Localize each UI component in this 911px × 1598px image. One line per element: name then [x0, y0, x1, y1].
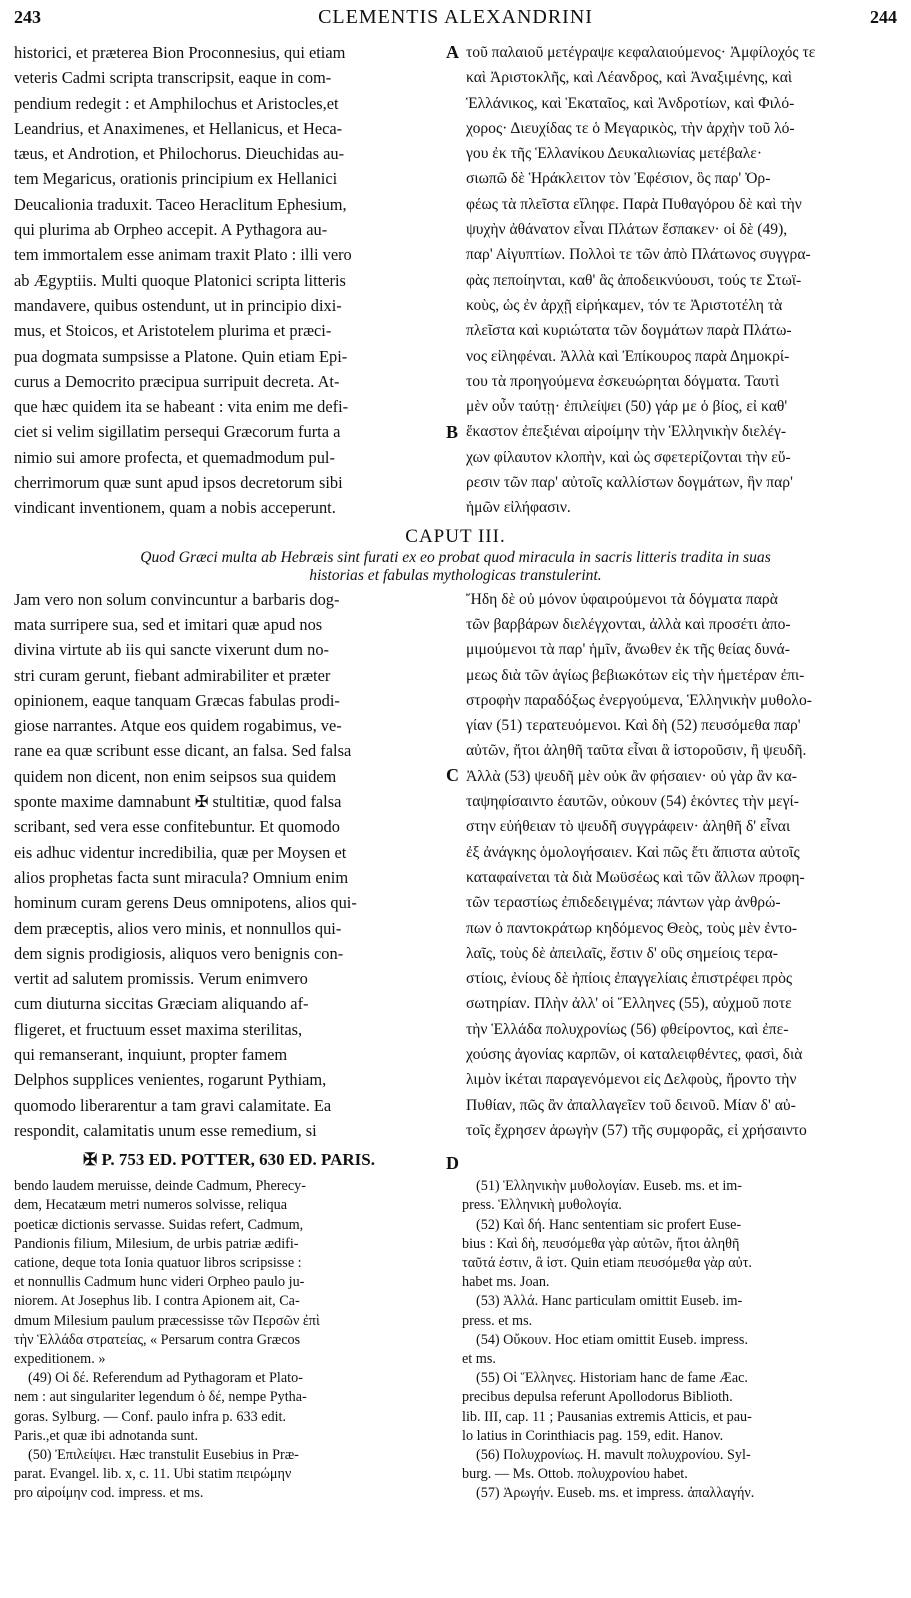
text-line: (51) Ἑλληνικὴν μυθολογίαν. Euseb. ms. et im-: [476, 1178, 743, 1195]
text-line: cum diuturna siccitas Græciam aliquando af-: [14, 994, 309, 1014]
marker-d: D: [446, 1153, 459, 1174]
text-line: (49) Οἱ δέ. Referendum ad Pythagoram et Plato-: [28, 1370, 303, 1387]
marker-a: A: [446, 42, 459, 62]
text-line: χων φίλαυτον κλοπὴν, καὶ ὡς σφετερίζονται τὴν εὕ-: [466, 448, 791, 466]
text-line: ciet si velim sigillatim persequi Græcorum furta a: [14, 422, 341, 442]
text-line: hominum curam gerens Deus omnipotens, alios qui-: [14, 893, 357, 913]
text-line: dem, Hecatæum metri numeros solvisse, reliqua: [14, 1197, 288, 1214]
text-line: stri curam gerunt, fiebant admirabiliter et præter: [14, 665, 331, 685]
text-line: scribant, sed vera esse confitebuntur. Et quomodo: [14, 817, 340, 837]
text-line: ab Ægyptiis. Multi quoque Platonici scripta litteris: [14, 270, 346, 290]
text-line: lo latius in Corinthiacis pag. 159, edit. Hanov.: [462, 1427, 724, 1444]
text-line: λαῖς, τοὺς δὲ ἀπειλαῖς, ἔστιν δ' οὓς σημείοις τερα-: [466, 944, 778, 962]
footnote-57: [462, 1484, 874, 1503]
text-line: στροφὴν παραδόξως ἐνεργούμενα, Ἑλληνικὴν μυθολο-: [466, 691, 812, 709]
text-line: sponte maxime damnabunt ✠ stultitiæ, quod falsa: [14, 792, 342, 812]
footnotes: [14, 1177, 897, 1503]
text-line: μὲν οὖν ταύτῃ· ἐπιλείψει (50) γάρ με ὁ βίος, εἰ καθ': [466, 398, 788, 416]
footnote-55: [462, 1369, 874, 1446]
text-line: parat. Evangel. lib. x, c. 11. Ubi statim πειρώμην: [14, 1466, 292, 1483]
text-line: ἐξ ἀνάγκης ὁμολογήσαιεν. Καὶ πῶς ἔτι ἄπιστα αὐτοῖς: [466, 843, 800, 861]
text-line: μεως διὰ τῶν ἁγίως βεβιωκότων εἰς τὴν ἡμετέραν ἐπι-: [466, 666, 805, 684]
potter-reference: ✠ P. 753 ED. POTTER, 630 ED. PARIS.: [83, 1150, 375, 1170]
text-line: ἡμῶν εἰλήφασιν.: [466, 499, 571, 517]
text-line: (53) Ἀλλά. Hanc particulam omittit Euseb. im-: [476, 1293, 743, 1310]
text-line: que hæc quidem ita se habeant : vita enim me defi-: [14, 397, 349, 417]
text-line: σωτηρίαν. Πλὴν ἀλλ' οἱ Ἕλληνες (55), αὐχμοῦ ποτε: [466, 995, 792, 1013]
text-line: dem signis prodigiosis, aliquos vero benignis con-: [14, 943, 344, 963]
potter-row: [14, 1143, 897, 1177]
text-line: πων ὁ παντοκράτωρ κηδόμενος Θεὸς, τοὺς μὲν ἐντο-: [466, 919, 798, 937]
text-line: στίοις, ἐνίους δὲ ἠπίοις ἐπαγγελίαις ἐπιστρέφει πρὸς: [466, 970, 793, 988]
text-line: τῶν τεραστίως ἐπιδεδειγμένα; πάντων γὰρ ἀνθρώ-: [466, 894, 781, 912]
margin-markers-top: [444, 40, 466, 521]
footnote-49: [14, 1369, 430, 1446]
text-line: Jam vero non solum convincuntur a barbaris dog-: [14, 589, 340, 609]
greek-column-top: [466, 40, 896, 521]
text-line: vertit ad salutem promissis. Verum enimvero: [14, 969, 308, 989]
running-head: [14, 6, 897, 40]
chapter-title: CAPUT III.: [405, 525, 506, 547]
footnotes-right: [444, 1177, 874, 1503]
text-line: πλεῖστα καὶ κυριώτατα τῶν δογμάτων παρὰ Πλάτω-: [466, 322, 792, 340]
text-line: fligeret, et fructuum esset maxima sterilitas,: [14, 1019, 303, 1039]
text-line: Ἑλλάνικος, καὶ Ἑκαταῖος, καὶ Ἀνδροτίων, καὶ Φιλό-: [466, 94, 795, 112]
footnote-56: [462, 1446, 874, 1484]
text-line: χούσης ἀγονίας καρπῶν, οἱ καταλειφθέντες, φασὶ, διὰ: [466, 1045, 803, 1063]
text-line: αὐτῶν, ἤτοι ἀληθῆ ταῦτα εἶναι ἃ ἱστοροῦσιν, ἢ ψευδῆ.: [466, 742, 807, 760]
text-line: λιμὸν ἱκέται παραγενόμενοι εἰς Δελφοὺς, ἤροντο τὴν: [466, 1071, 797, 1089]
text-line: Ἀλλὰ (53) ψευδῆ μὲν οὐκ ἂν φήσαιεν· οὐ γὰρ ἂν κα-: [466, 767, 797, 785]
text-line: quomodo liberarentur a tam gravi calamitate. Ea: [14, 1095, 332, 1115]
text-line: κοὺς, ὡς ἐν ἀρχῇ εἰρήκαμεν, τόν τε Ἀριστοτέλη τὰ: [466, 296, 783, 314]
chapter-summary: [14, 549, 897, 585]
text-line: burg. — Ms. Ottob. πολυχρονίου habet.: [462, 1466, 688, 1483]
text-line: (57) Ἀρωγήν. Euseb. ms. et impress. ἀπαλλαγήν.: [476, 1485, 755, 1502]
text-line: ταψηφίσαιντο ἑαυτῶν, οὐκουν (54) ἑκόντες τὴν μεγί-: [466, 793, 799, 811]
text-line: γου ἐκ τῆς Ἑλλανίκου Δευκαλιωνίας μετέβαλε·: [466, 145, 763, 163]
footnote-54: [462, 1331, 874, 1369]
text-line: ταῦτά ἐστιν, ἃ ἱστ. Quin etiam πευσόμεθα γὰρ αὐτ.: [462, 1254, 752, 1271]
text-line: nem : aut singulariter legendum ὁ δέ, nempe Pytha-: [14, 1389, 307, 1406]
text-line: press. Ἑλληνικὴ μυθολογία.: [462, 1197, 622, 1214]
text-line: γίαν (51) τερατευόμενοι. Καὶ δὴ (52) πευσόμεθα παρ': [466, 717, 801, 735]
text-line: (54) Οὔκουν. Hoc etiam omittit Euseb. impress.: [476, 1331, 748, 1348]
text-line: giose narrantes. Atque eos quidem rogabimus, ve-: [14, 716, 342, 736]
text-line: historici, et præterea Bion Proconnesius, qui etiam: [14, 43, 346, 62]
text-line: bius : Καὶ δὴ, πευσόμεθα γὰρ αὐτῶν, ἤτοι ἀληθῆ: [462, 1235, 740, 1252]
text-line: νος εἰληφέναι. Ἀλλὰ καὶ Ἐπίκουρος παρὰ Δημοκρί-: [466, 347, 790, 365]
text-line: niorem. At Josephus lib. I contra Apionem ait, Ca-: [14, 1293, 300, 1310]
text-line: Ἤδη δὲ οὐ μόνον ὑφαιρούμενοι τὰ δόγματα παρὰ: [466, 590, 778, 608]
text-line: καὶ Ἀριστοκλῆς, καὶ Λέανδρος, καὶ Ἀναξιμένης, καὶ: [466, 69, 793, 87]
text-line: catione, deque tota Ionia quatuor libros scripsisse :: [14, 1254, 302, 1271]
text-line: press. et ms.: [462, 1312, 533, 1329]
text-line: τοῦ παλαιοῦ μετέγραψε κεφαλαιούμενος· Ἀμφίλοχός τε: [466, 44, 816, 61]
text-line: eis adhuc videntur incredibilia, quæ per Moysen et: [14, 842, 347, 862]
text-line: bendo laudem meruisse, deinde Cadmum, Pherecy-: [14, 1178, 306, 1195]
text-line: tem immortalem esse animam traxit Plato : illi vero: [14, 245, 352, 265]
text-line: (52) Καὶ δή. Hanc sententiam sic profert Euse-: [476, 1216, 742, 1233]
text-line: τοῖς ἔχρησεν ἀρωγὴν (57) τῆς συμφορᾶς, εἰ χρήσαιντο: [466, 1121, 807, 1139]
margin-markers-middle: [444, 587, 466, 1144]
text-line: ρεσιν τῶν παρ' αὐτοῖς καλλίστων δογμάτων, ἣν παρ': [466, 474, 793, 492]
text-line: respondit, calamitatis unum esse remedium, si: [14, 1120, 317, 1140]
text-line: pro αἱροίμην cod. impress. et ms.: [14, 1485, 204, 1502]
text-line: et ms.: [462, 1351, 496, 1367]
text-line: poeticæ dictionis servasse. Suidas refert, Cadmum,: [14, 1216, 304, 1233]
text-line: tem Megaricus, orationis principium ex Hellanici: [14, 169, 338, 189]
text-line: ἕκαστον ἐπεξιέναι αἱροίμην τὴν Ἑλληνικὴν διελέγ-: [466, 423, 787, 441]
text-line: Leandrius, et Anaximenes, et Hellanicus, et Heca-: [14, 118, 343, 138]
text-line: curus a Democrito præcipua surripuit decreta. At-: [14, 371, 340, 391]
text-line: Delphos supplices venientes, rogarunt Pythiam,: [14, 1070, 327, 1090]
page-number-left: 243: [14, 7, 41, 27]
text-line: lib. III, cap. 11 ; Pausanias extremis Atticis, et pau-: [462, 1408, 752, 1425]
footnote-continuation: [14, 1177, 430, 1369]
footnote-51: [462, 1177, 874, 1215]
text-line: dem præceptis, alios vero minis, et nonnullos qui-: [14, 918, 342, 938]
text-line: χορος· Διευχίδας τε ὁ Μεγαρικὸς, τὴν ἀρχὴν τοῦ λό-: [466, 119, 795, 137]
text-line: dmum Milesium paulum præcessisse τῶν Περσῶν ἐπὶ: [14, 1312, 320, 1329]
footnote-52: [462, 1216, 874, 1293]
text-line: σιωπῶ δὲ Ἡράκλειτον τὸν Ἐφέσιον, ὃς παρ' Ὀρ-: [466, 170, 771, 188]
text-line: Πυθίαν, πῶς ἂν ἀπαλλαγεῖεν τοῦ δεινοῦ. Μίαν δ' αὐ-: [466, 1096, 796, 1114]
greek-column-middle: [466, 587, 896, 1144]
text-line: Deucalionia traduxit. Taceo Heraclitum Ephesium,: [14, 194, 347, 214]
margin-markers-bottom: [444, 1143, 466, 1177]
text-line: pendium redegit : et Amphilochus et Aristocles,et: [14, 93, 339, 113]
text-line: (50) Ἐπιλείψει. Hæc transtulit Eusebius in Præ-: [28, 1447, 299, 1464]
text-line: mandavere, quibus ostendunt, ut in principio dixi-: [14, 295, 342, 315]
text-line: nimio sui amore profecta, et quemadmodum pul-: [14, 447, 335, 467]
footnotes-left: [14, 1177, 444, 1503]
text-line: et nonnullis Cadmum hunc videri Orpheo paulo ju-: [14, 1274, 305, 1291]
marker-c: C: [446, 764, 459, 785]
text-line: παρ' Αἰγυπτίων. Πολλοὶ τε τῶν ἀπὸ Πλάτωνος συγγρα-: [466, 246, 811, 264]
text-line: Pandionis filium, Milesium, de urbis patriæ ædifi-: [14, 1235, 299, 1252]
latin-column-middle: [14, 587, 444, 1144]
chapter-heading: [14, 525, 897, 585]
text-line: ψυχὴν ἀθάνατον εἶναι Πλάτων ἔσπακεν· οἱ δὲ (49),: [466, 221, 788, 239]
text-line: μιμούμενοι τὰ παρ' ἡμῖν, ἄνωθεν ἐκ τῆς θείας δυνά-: [466, 641, 790, 659]
text-line: tæus, et Androtion, et Philochorus. Dieuchidas au-: [14, 144, 345, 164]
text-line: veteris Cadmi scripta transcripsit, eaque in com-: [14, 68, 332, 88]
text-line: mata surripere sua, sed et imitari quæ apud nos: [14, 614, 323, 634]
text-line: habet ms. Joan.: [462, 1274, 550, 1291]
text-line: qui plurima ab Orpheo accepit. A Pythagora au-: [14, 220, 328, 240]
text-line: divina virtute ab iis qui sancte vixerunt dum no-: [14, 640, 329, 660]
text-line: τῶν βαρβάρων διελέγχονται, ἀλλὰ καὶ προσέτι ἀπο-: [466, 615, 791, 633]
running-title: CLEMENTIS ALEXANDRINI: [318, 6, 593, 28]
text-line: φὰς πεποίηνται, καθ' ἃς ἀποδεικνύουσι, τούς τε Στωϊ-: [466, 271, 802, 289]
text-line: Paris.,et quæ ibi adnotanda sunt.: [14, 1427, 199, 1444]
page-number-right: 244: [870, 7, 897, 27]
text-line: opinionem, eaque tanquam Græcas fabulas prodi-: [14, 690, 340, 710]
footnote-50: [14, 1446, 430, 1504]
text-line: τὴν Ἑλλάδα στρατείας, « Persarum contra Græcos: [14, 1331, 301, 1348]
latin-column-top: [14, 40, 444, 521]
text-line: pua dogmata sumpsisse a Platone. Quin etiam Epi-: [14, 346, 348, 366]
top-section: [14, 40, 897, 521]
text-line: Quod Græci multa ab Hebræis sint furati ex eo probat quod miracula in sacris litteris tradita in suas: [140, 548, 771, 566]
text-line: τὴν Ἑλλάδα πολυχρονίως (56) φθείροντος, καὶ ἐπε-: [466, 1020, 789, 1038]
text-line: (56) Πολυχρονίως. H. mavult πολυχρονίου. Syl-: [476, 1447, 751, 1464]
middle-section: [14, 587, 897, 1144]
text-line: του τὰ προηγούμενα ἐσκευώρηται δόγματα. Ταυτὶ: [466, 372, 780, 390]
text-line: στην εὐήθειαν τὸ ψευδῆ συγγράφειν· ἀληθῆ δ' εἶναι: [466, 818, 791, 836]
text-line: καταφαίνεται τὰ διὰ Μωϋσέως καὶ τῶν ἄλλων προφη-: [466, 868, 805, 886]
text-line: mus, et Stoicos, et Aristotelem plurima et præci-: [14, 321, 332, 341]
marker-b: B: [446, 422, 459, 442]
text-line: vindicant inventionem, quam a nobis acceperunt.: [14, 498, 336, 518]
footnote-53: [462, 1292, 874, 1330]
text-line: historias et fabulas mythologicas transtulerint.: [309, 566, 602, 584]
text-line: quidem non dicent, non enim seipsos sua quidem: [14, 766, 337, 786]
text-line: expeditionem. »: [14, 1351, 106, 1367]
text-line: precibus depulsa referunt Apollodorus Biblioth.: [462, 1389, 733, 1406]
text-line: φέως τὰ πλεῖστα εἴληφε. Παρὰ Πυθαγόρου δὲ καὶ τὴν: [466, 195, 802, 213]
text-line: goras. Sylburg. — Conf. paulo infra p. 633 edit.: [14, 1408, 287, 1425]
text-line: alios prophetas facta sunt miracula? Omnium enim: [14, 867, 349, 887]
text-line: rane ea quæ scribunt esse dicant, an falsa. Sed falsa: [14, 741, 352, 761]
text-line: (55) Οἱ Ἕλληνες. Historiam hanc de fame Æac.: [476, 1370, 748, 1387]
text-line: qui remanserant, inquiunt, propter famem: [14, 1044, 288, 1064]
text-line: cherrimorum quæ sunt apud ipsos decretorum sibi: [14, 473, 343, 493]
